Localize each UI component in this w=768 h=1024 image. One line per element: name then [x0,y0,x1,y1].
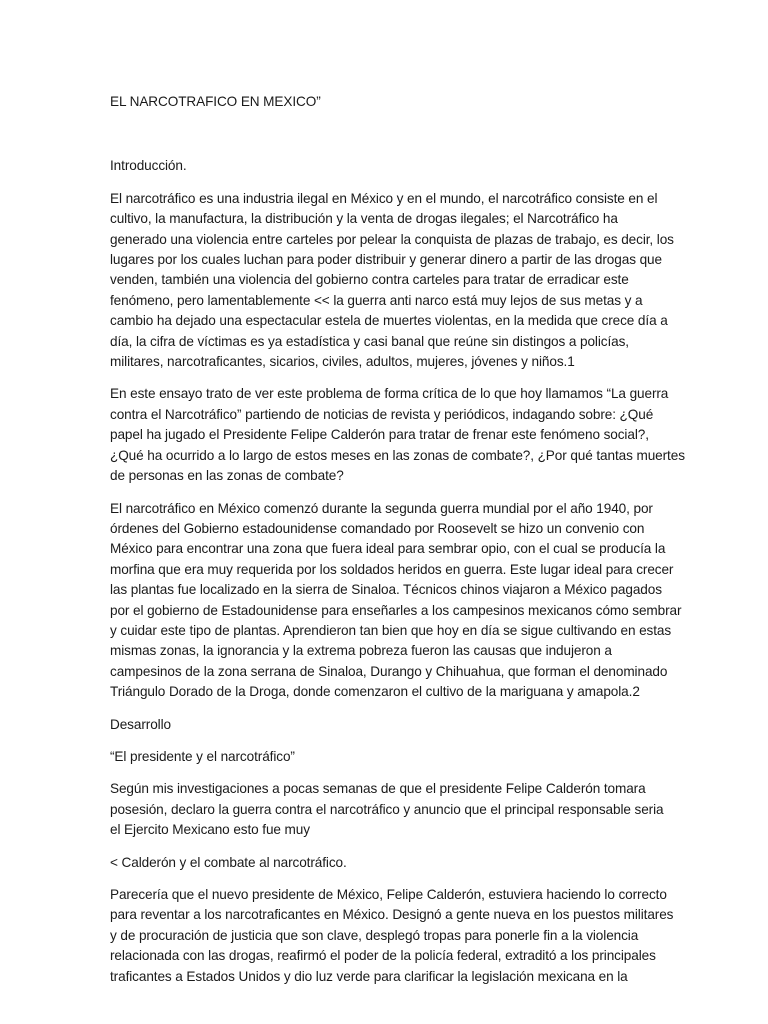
paragraph-line: lugares por los cuales luchan para poder distribuir y generar dinero a partir de las drogas que [110,252,662,268]
paragraph-line: día, la cifra de víctimas es ya estadística y casi banal que reúne sin distingos a policías, [110,333,629,349]
quote-heading [110,853,662,873]
paragraph-line: El narcotráfico es una industria ilegal en México y en el mundo, el narcotráfico consiste en el [110,190,658,206]
paragraph-line: órdenes del Gobierno estadounidense comandado por Roosevelt se hizo un convenio con [110,520,645,536]
paragraph-line: el Ejercito Mexicano esto fue muy [110,822,310,838]
development-heading-text: Desarrollo [110,716,171,732]
paragraph-1 [110,189,674,373]
paragraph-line: las plantas fue localizado en la sierra de Sinaloa. Técnicos chinos viajaron a México pagados [110,582,662,598]
paragraph-5 [110,885,674,987]
paragraph-line: ¿Qué ha ocurrido a lo largo de estos meses en las zonas de combate?, ¿Por qué tantas muertes [110,447,685,463]
paragraph-line: Según mis investigaciones a pocas semanas de que el presidente Felipe Calderón tomara [110,781,646,797]
title-text: EL NARCOTRAFICO EN MEXICO” [110,94,321,109]
paragraph-line: cultivo, la manufactura, la distribución y la venta de drogas ilegales; el Narcotráfico ha [110,211,618,227]
paragraph-4 [110,779,662,840]
document-body [110,92,685,987]
development-heading [110,715,662,735]
paragraph-line: cambio ha dejado una espectacular estela de muertes violentas, en la medida que crece día a [110,313,668,329]
paragraph-line: venden, también una violencia del gobierno contra carteles para tratar de erradicar este [110,272,629,288]
paragraph-line: relacionada con las drogas, reafirmó el poder de la policía federal, extraditó a los principales [110,948,656,964]
paragraph-line: México para encontrar una zona que fuera ideal para sembrar opio, con el cual se producía la [110,541,666,557]
document-title [110,92,662,112]
paragraph-line: posesión, declaro la guerra contra el narcotráfico y anuncio que el principal responsable seria [110,801,664,817]
paragraph-line: En este ensayo trato de ver este problema de forma crítica de lo que hoy llamamos “La guerra [110,386,669,402]
paragraph-line: de personas en las zonas de combate? [110,468,344,484]
paragraph-line: generado una violencia entre carteles por pelear la conquista de plazas de trabajo, es decir, los [110,231,674,247]
paragraph-line: fenómeno, pero lamentablemente << la guerra anti narco está muy lejos de sus metas y a [110,292,643,308]
paragraph-line: para reventar a los narcotraficantes en México. Designó a gente nueva en los puestos militares [110,907,674,923]
paragraph-line: contra el Narcotráfico” partiendo de noticias de revista y periódicos, indagando sobre: ¿Qué [110,406,654,422]
quote-heading-text: < Calderón y el combate al narcotráfico. [110,854,347,870]
introduction-heading-text: Introducción. [110,158,187,174]
section-subheading-text: “El presidente y el narcotráfico” [110,748,295,764]
paragraph-line: papel ha jugado el Presidente Felipe Calderón para tratar de frenar este fenómeno social?, [110,427,649,443]
paragraph-line: por el gobierno de Estadounidense para enseñarles a los campesinos mexicanos cómo sembrar [110,602,682,618]
paragraph-line: Parecería que el nuevo presidente de México, Felipe Calderón, estuviera haciendo lo correcto [110,887,667,902]
section-subheading [110,747,662,767]
paragraph-2 [110,384,685,486]
paragraph-line: y cuidar este tipo de plantas. Aprendieron tan bien que hoy en día se sigue cultivando en estas [110,622,672,638]
paragraph-3 [110,499,682,703]
paragraph-line: mismas zonas, la ignorancia y la extrema pobreza fueron las causas que indujeron a [110,643,612,659]
paragraph-line: Triángulo Dorado de la Droga, donde comenzaron el cultivo de la mariguana y amapola.2 [110,684,640,700]
paragraph-line: traficantes a Estados Unidos y dio luz verde para clarificar la legislación mexicana en la [110,968,628,984]
paragraph-line: morfina que era muy requerida por los soldados heridos en guerra. Este lugar ideal para crecer [110,561,674,577]
paragraph-line: y de procuración de justicia que son clave, desplegó tropas para ponerle fin a la violencia [110,927,639,943]
paragraph-line: militares, narcotraficantes, sicarios, civiles, adultos, mujeres, jóvenes y niños.1 [110,354,575,370]
introduction-heading [110,156,662,176]
paragraph-line: campesinos de la zona serrana de Sinaloa, Durango y Chihuahua, que forman el denominado [110,663,668,679]
paragraph-line: El narcotráfico en México comenzó durante la segunda guerra mundial por el año 1940, por [110,500,653,516]
